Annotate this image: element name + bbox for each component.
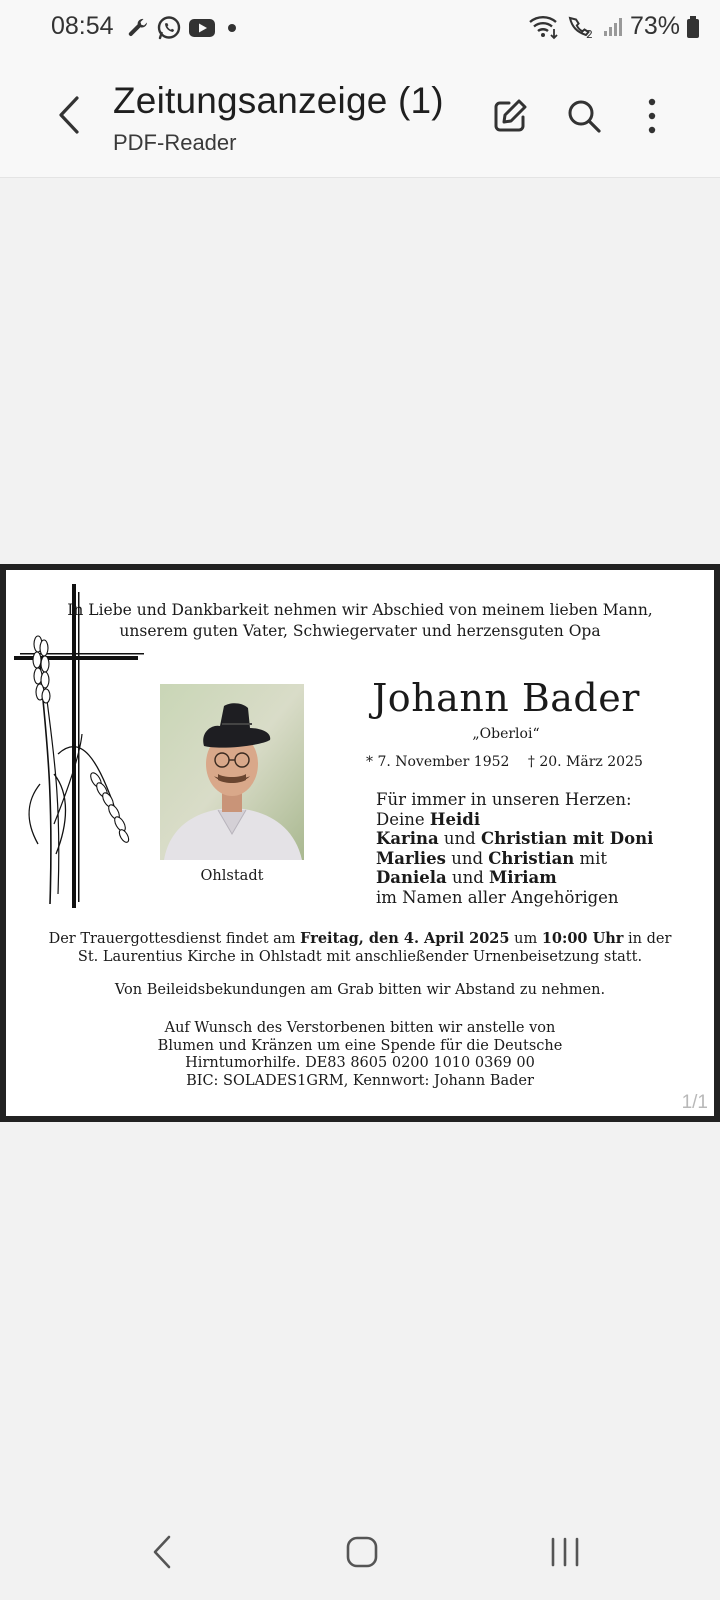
donation-line: Auf Wunsch des Verstorbenen bitten wir anstelle von — [164, 1020, 556, 1036]
portrait-photo — [160, 684, 304, 860]
nav-back-button[interactable] — [132, 1530, 192, 1574]
pdf-viewer[interactable] — [0, 564, 720, 1122]
whatsapp-icon — [156, 15, 182, 41]
nav-back-icon — [150, 1534, 174, 1570]
page-indicator: 1/1 — [681, 1092, 708, 1113]
family-line: Für immer in unseren Herzen: — [376, 790, 632, 809]
intro-text — [6, 600, 714, 642]
portrait-image — [160, 684, 304, 860]
service-line — [6, 930, 714, 948]
nav-home-button[interactable] — [332, 1530, 392, 1574]
signal-icon — [602, 16, 624, 38]
condolence-note: Von Beileidsbekundungen am Grab bitten wir Abstand zu nehmen. — [114, 982, 606, 998]
intro-line: In Liebe und Dankbarkeit nehmen wir Abschied von meinem lieben Mann, — [67, 601, 653, 619]
search-button[interactable] — [560, 92, 608, 140]
death-date: † 20. März 2025 — [527, 754, 643, 770]
dot-icon — [222, 20, 238, 36]
more-options-button[interactable] — [628, 92, 676, 140]
wifi-call-icon — [566, 14, 596, 40]
app-subtitle: PDF-Reader — [113, 130, 237, 155]
status-bar — [0, 0, 720, 56]
back-button[interactable] — [44, 88, 94, 142]
notification-icons — [126, 15, 238, 41]
nav-recents-button[interactable] — [535, 1530, 595, 1574]
family-name: Daniela — [376, 868, 447, 887]
donation-line: Hirntumorhilfe. DE83 8605 0200 1010 0369 00 — [185, 1055, 535, 1071]
status-time: 08:54 — [51, 12, 114, 40]
youtube-icon — [188, 17, 216, 39]
nickname: „Oberloi“ — [472, 726, 540, 742]
donation-line: Blumen und Kränzen um eine Spende für die Deutsche — [157, 1037, 563, 1054]
family-text: und — [438, 829, 481, 848]
life-dates — [366, 754, 643, 770]
family-line — [376, 849, 653, 869]
family-text: mit — [574, 848, 608, 868]
service-time: 10:00 Uhr — [541, 930, 624, 947]
navigation-bar — [0, 1500, 720, 1600]
family-name: Heidi — [429, 809, 481, 829]
service-text: Der Trauergottesdienst findet am — [48, 931, 301, 947]
edit-icon — [491, 97, 529, 135]
family-text: Deine — [376, 809, 430, 829]
service-info — [6, 930, 714, 966]
family-line — [376, 810, 653, 830]
chevron-left-icon — [55, 95, 83, 135]
app-bar — [0, 56, 720, 178]
wifi-icon — [528, 14, 560, 40]
family-name: Christian — [488, 848, 575, 868]
family-list — [376, 790, 653, 907]
family-text: und — [446, 868, 490, 887]
family-text: und — [445, 848, 489, 868]
nav-recents-icon — [548, 1536, 582, 1568]
family-name: Christian mit Doni — [481, 829, 654, 848]
nav-home-icon — [345, 1535, 379, 1569]
family-name: Miriam — [489, 868, 557, 887]
birth-date: * 7. November 1952 — [366, 754, 510, 770]
family-name: Karina — [376, 829, 439, 848]
service-text: um — [509, 931, 542, 947]
document-title: Zeitungsanzeige (1) — [113, 80, 444, 121]
family-name: Marlies — [376, 848, 446, 868]
donation-info — [6, 1020, 714, 1090]
search-icon — [565, 97, 603, 135]
family-line — [376, 829, 653, 849]
more-vertical-icon — [642, 97, 662, 135]
service-date: Freitag, den 4. April 2025 — [300, 930, 510, 947]
system-icons — [528, 12, 700, 41]
family-line — [376, 868, 653, 888]
battery-percentage: 73% — [629, 12, 680, 40]
battery-icon — [686, 15, 700, 39]
service-line: St. Laurentius Kirche in Ohlstadt mit anschließender Urnenbeisetzung statt. — [77, 949, 643, 965]
svg-text:2: 2 — [585, 27, 593, 40]
photo-caption: Ohlstadt — [200, 868, 264, 884]
pdf-page — [6, 570, 714, 1116]
service-text: in der — [623, 931, 672, 947]
family-line: im Namen aller Angehörigen — [376, 887, 619, 907]
wrench-icon — [126, 16, 150, 40]
deceased-name: Johann Bader — [372, 676, 640, 720]
edit-button[interactable] — [486, 92, 534, 140]
intro-line: unserem guten Vater, Schwiegervater und herzensguten Opa — [119, 622, 601, 640]
donation-line: BIC: SOLADES1GRM, Kennwort: Johann Bader — [186, 1072, 534, 1089]
